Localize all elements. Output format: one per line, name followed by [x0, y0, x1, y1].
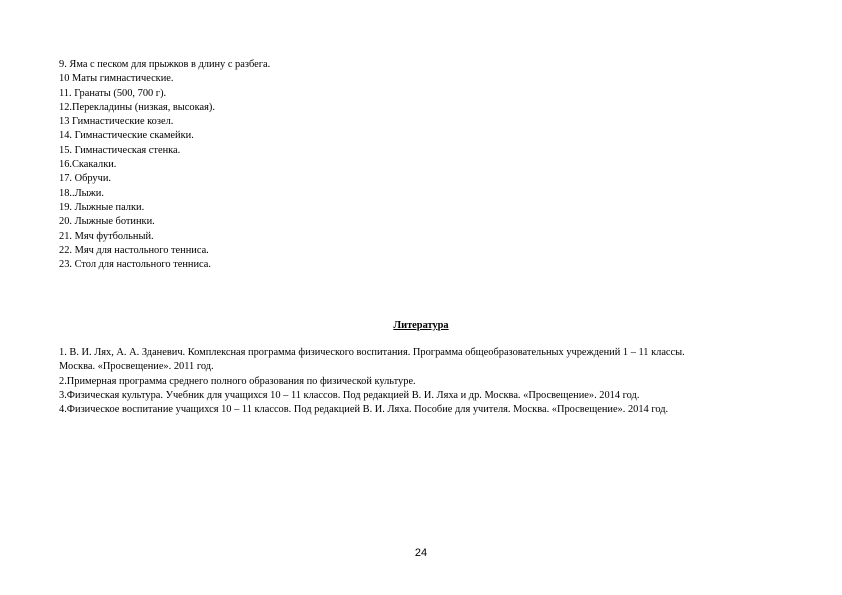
literature-list	[59, 346, 799, 417]
equipment-item: 18..Лыжи.	[59, 187, 104, 199]
literature-item	[59, 403, 799, 417]
equipment-item: 15. Гимнастическая стенка.	[59, 144, 181, 156]
equipment-item: 14. Гимнастические скамейки.	[59, 130, 194, 142]
literature-item-line: 4.Физическое воспитание учащихся 10 – 11 классов. Под редакцией В. И. Ляха. Пособие для учителя. Москва. «Просвещение». 2014 год.	[59, 404, 669, 416]
literature-item	[59, 375, 799, 389]
equipment-item: 16.Скакалки.	[59, 159, 117, 171]
equipment-item: 9. Яма с песком для прыжков в длину с разбега.	[59, 59, 271, 70]
literature-heading: Литература	[393, 320, 449, 331]
literature-item	[59, 389, 799, 403]
equipment-item: 13 Гимнастические козел.	[59, 116, 174, 128]
equipment-item: 20. Лыжные ботинки.	[59, 216, 155, 228]
literature-item-line: 3.Физическая культура. Учебник для учащихся 10 – 11 классов. Под редакцией В. И. Ляха и др. Москва. «Просвещение». 2014 год.	[59, 389, 640, 401]
literature-item-line: 2.Примерная программа среднего полного образования по физической культуре.	[59, 375, 416, 387]
equipment-item: 19. Лыжные палки.	[59, 201, 145, 213]
equipment-item: 22. Мяч для настольного тенниса.	[59, 244, 209, 256]
equipment-item: 23. Стол для настольного тенниса.	[59, 259, 211, 271]
equipment-item: 21. Мяч футбольный.	[59, 230, 154, 242]
literature-item	[59, 346, 799, 375]
literature-item-line: 1. В. И. Лях, А. А. Зданевич. Комплексная программа физического воспитания. Программа общеобразовательных учреждений 1 – 11 классы.	[59, 347, 685, 358]
equipment-item: 11. Гранаты (500, 700 г).	[59, 87, 167, 99]
equipment-item: 12.Перекладины (низкая, высокая).	[59, 101, 215, 113]
literature-item-line: Москва. «Просвещение». 2011 год.	[59, 361, 214, 373]
equipment-item: 10 Маты гимнастические.	[59, 73, 174, 85]
equipment-item: 17. Обручи.	[59, 173, 112, 185]
equipment-list	[59, 58, 270, 272]
page-number: 24	[414, 547, 428, 559]
